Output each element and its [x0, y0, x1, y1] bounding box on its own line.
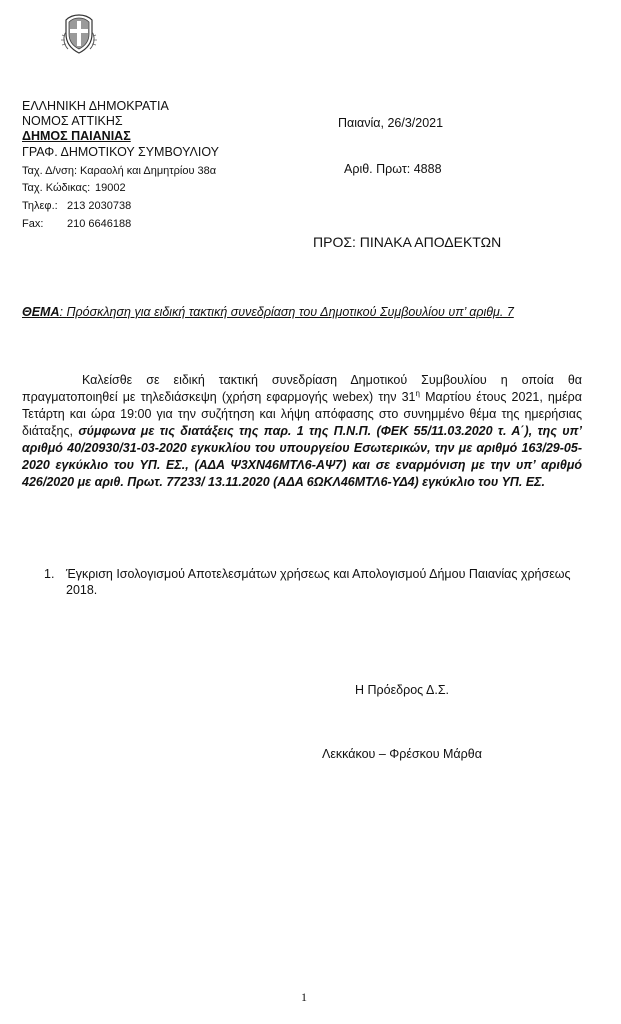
- intro-text-a: Καλείσθε σε ειδική τακτική συνεδρίαση Δημοτικού Συμβουλίου η οποία θα πραγματοποιηθεί με τηλεδιάσκεψη (χρήση εφαρμογής webex) την 31: [22, 373, 582, 404]
- subject-text: Πρόσκληση για ειδική τακτική συνεδρίαση του Δημοτικού Συμβουλίου υπ’ αριθμ. 7: [66, 305, 514, 319]
- agenda-list: [44, 566, 589, 598]
- agenda-item-number: 1.: [44, 567, 55, 581]
- postal-label: Ταχ. Κώδικας:: [22, 182, 91, 194]
- page-number: 1: [301, 990, 307, 1004]
- agenda-item: [44, 566, 589, 598]
- agenda-item-text: Έγκριση Ισολογισμού Αποτελεσμάτων χρήσεως και Απολογισμού Δήμου Παιανίας χρήσεως 2018.: [66, 567, 571, 597]
- phone-value: 213 2030738: [67, 200, 132, 212]
- signature-role: Η Πρόεδρος Δ.Σ.: [355, 683, 450, 697]
- place-date: Παιανία, 26/3/2021: [338, 116, 444, 130]
- subject: ΘΕΜΑ: Πρόσκληση για ειδική τακτική συνεδρίαση του Δημοτικού Συμβουλίου υπ’ αριθμ. 7: [22, 305, 514, 319]
- fax-label: Fax:: [22, 218, 44, 230]
- subject-label: ΘΕΜΑ: [22, 305, 60, 319]
- header-municipality: ΔΗΜΟΣ ΠΑΙΑΝΙΑΣ: [22, 129, 131, 143]
- address-label: Ταχ. Δ/νση:: [22, 165, 78, 177]
- signature-name: Λεκκάκου – Φρέσκου Μάρθα: [322, 747, 482, 761]
- address-value: Καραολή και Δημητρίου 38α: [80, 165, 217, 177]
- intro-text-b: Μαρτίου έτους 2021, ημέρα Τετάρτη και ώρα 19:00 για την συζήτηση και λήψη απόφασης στο συνημμένο θέμα της ημερήσιας διάταξης,: [22, 390, 583, 438]
- fax-value: 210 6646188: [67, 218, 132, 230]
- protocol-number: Αριθ. Πρωτ: 4888: [344, 162, 442, 176]
- intro-superscript: η: [415, 388, 420, 398]
- legal-basis-text: σύμφωνα με τις διατάξεις της παρ. 1 της Π.Ν.Π. (ΦΕΚ 55/11.03.2020 τ. Α΄), της υπ’ αριθμό 40/20930/31-03-2020 εγκυκλίου του υπουργείου Εσωτερικών, την με αριθμό 163/29-05-2020 εγκύκλιο του ΥΠ. ΕΣ., (ΑΔΑ Ψ3ΧΝ46ΜΤΛ6-ΑΨ7) και σε εναρμόνιση με την υπ’ αριθμό 426/2020 με αριθ. Πρωτ. 77233/ 13.11.2020 (ΑΔΑ 6ΩΚΛ46ΜΤΛ6-ΥΔ4) εγκύκλιο του ΥΠ. ΕΣ.: [22, 424, 583, 489]
- phone-label: Τηλεφ.:: [22, 200, 58, 212]
- header-office: ΓΡΑΦ. ΔΗΜΟΤΙΚΟΥ ΣΥΜΒΟΥΛΙΟΥ: [22, 145, 220, 159]
- invitation-paragraph: [22, 372, 582, 491]
- header-country: ΕΛΛΗΝΙΚΗ ΔΗΜΟΚΡΑΤΙΑ: [22, 99, 169, 113]
- header-prefecture: ΝΟΜΟΣ ΑΤΤΙΚΗΣ: [22, 114, 123, 128]
- postal-value: 19002: [95, 182, 126, 194]
- recipients-line: ΠΡΟΣ: ΠΙΝΑΚΑ ΑΠΟΔΕΚΤΩΝ: [313, 234, 502, 250]
- hellenic-republic-emblem: [59, 12, 99, 56]
